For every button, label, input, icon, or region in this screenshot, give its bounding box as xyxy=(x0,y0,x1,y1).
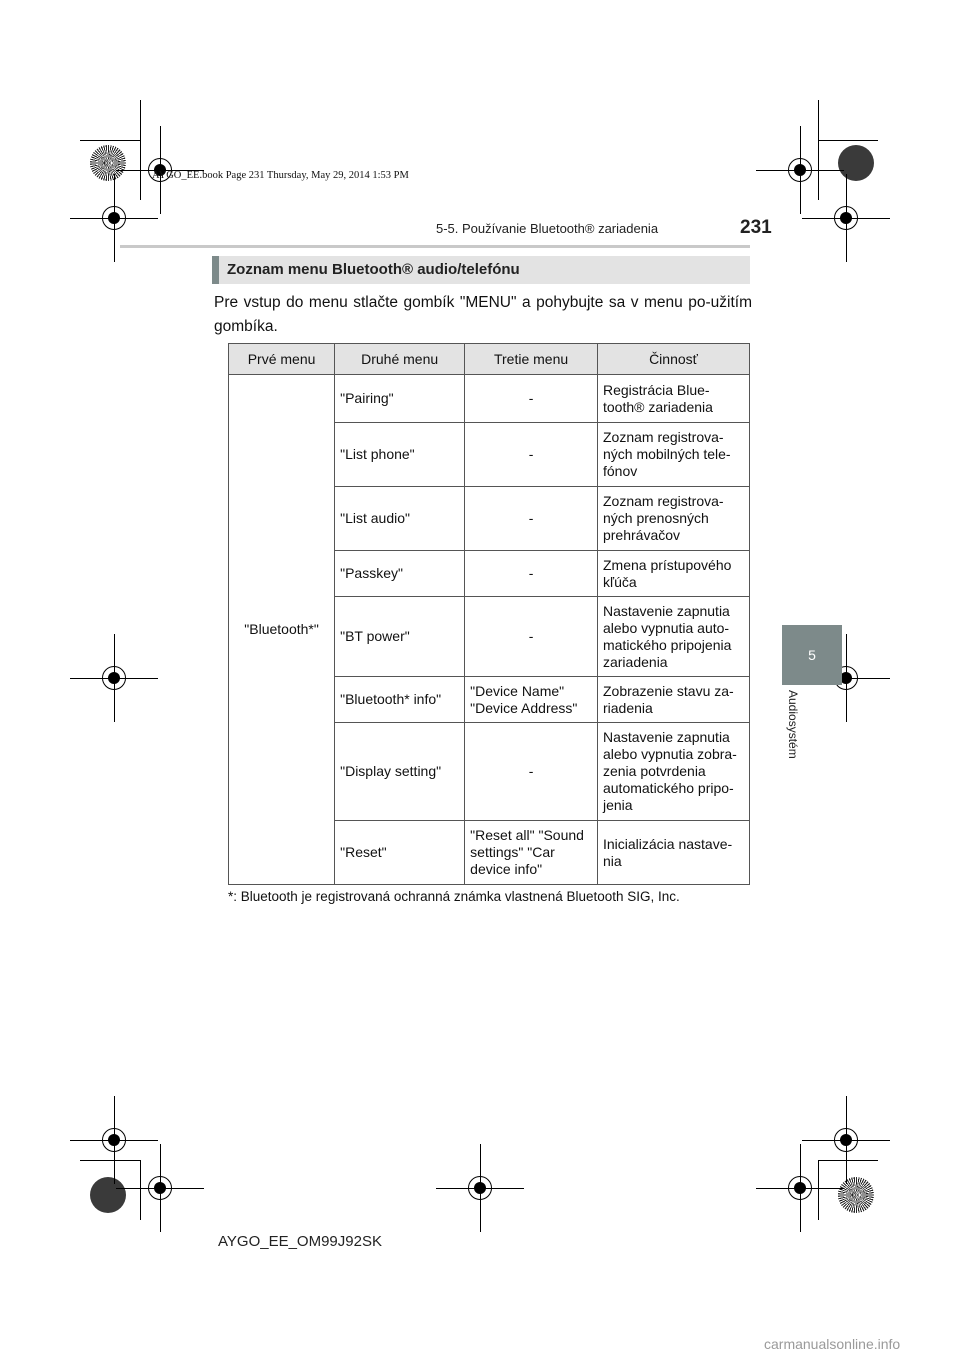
second-menu-cell: "Bluetooth* info" xyxy=(335,677,465,723)
menu-table xyxy=(228,343,750,885)
box-title: Zoznam menu Bluetooth® audio/telefónu xyxy=(212,256,750,284)
table-header: Činnosť xyxy=(597,344,749,375)
color-bar-icon xyxy=(838,1177,874,1213)
third-menu-cell: "Device Name" "Device Address" xyxy=(465,677,598,723)
action-cell: Nastavenie zapnutia alebo vypnutia zobra-zenia potvrdenia automatického pripo-jenia xyxy=(597,723,749,821)
third-menu-cell: - xyxy=(465,487,598,551)
third-menu-cell: - xyxy=(465,423,598,487)
footer-code: AYGO_EE_OM99J92SK xyxy=(218,1233,382,1249)
second-menu-cell: "Passkey" xyxy=(335,551,465,597)
action-cell: Nastavenie zapnutia alebo vypnutia auto-matického pripojenia zariadenia xyxy=(597,597,749,677)
third-menu-cell: - xyxy=(465,597,598,677)
second-menu-cell: "List audio" xyxy=(335,487,465,551)
third-menu-cell: "Reset all" "Sound settings" "Car device info" xyxy=(465,821,598,885)
action-cell: Zoznam registrova-ných mobilných tele-fónov xyxy=(597,423,749,487)
table-header-row xyxy=(229,344,750,375)
section-title: 5-5. Používanie Bluetooth® zariadenia xyxy=(436,221,659,236)
second-menu-cell: "Pairing" xyxy=(335,375,465,423)
watermark: carmanualsonline.info xyxy=(764,1336,901,1352)
header-rule xyxy=(120,245,750,248)
action-cell: Inicializácia nastave-nia xyxy=(597,821,749,885)
second-menu-cell: "Display setting" xyxy=(335,723,465,821)
table-row xyxy=(229,375,750,423)
second-menu-cell: "BT power" xyxy=(335,597,465,677)
first-menu-cell: "Bluetooth*" xyxy=(229,375,335,885)
page-number: 231 xyxy=(740,217,772,238)
action-cell: Zmena prístupového kľúča xyxy=(597,551,749,597)
chapter-label: Audiosystém xyxy=(786,690,800,759)
action-cell: Registrácia Blue-tooth® zariadenia xyxy=(597,375,749,423)
action-cell: Zoznam registrova-ných prenosných prehrávačov xyxy=(597,487,749,551)
table-header: Prvé menu xyxy=(229,344,335,375)
footnote: *: Bluetooth je registrovaná ochranná známka vlastnená Bluetooth SIG, Inc. xyxy=(228,889,680,904)
chapter-tab: 5 xyxy=(782,625,842,685)
color-bar-icon xyxy=(90,1177,126,1213)
color-bar-icon xyxy=(838,145,874,181)
second-menu-cell: "List phone" xyxy=(335,423,465,487)
third-menu-cell: - xyxy=(465,723,598,821)
intro-text: Pre vstup do menu stlačte gombík "MENU" a pohybujte sa v menu po-užitím gombíka. xyxy=(214,294,752,335)
color-bar-icon xyxy=(90,145,126,181)
table-header: Tretie menu xyxy=(465,344,598,375)
print-stamp: AYGO_EE.book Page 231 Thursday, May 29, 2014 1:53 PM xyxy=(152,170,409,181)
action-cell: Zobrazenie stavu za-riadenia xyxy=(597,677,749,723)
second-menu-cell: "Reset" xyxy=(335,821,465,885)
third-menu-cell: - xyxy=(465,375,598,423)
third-menu-cell: - xyxy=(465,551,598,597)
table-header: Druhé menu xyxy=(335,344,465,375)
